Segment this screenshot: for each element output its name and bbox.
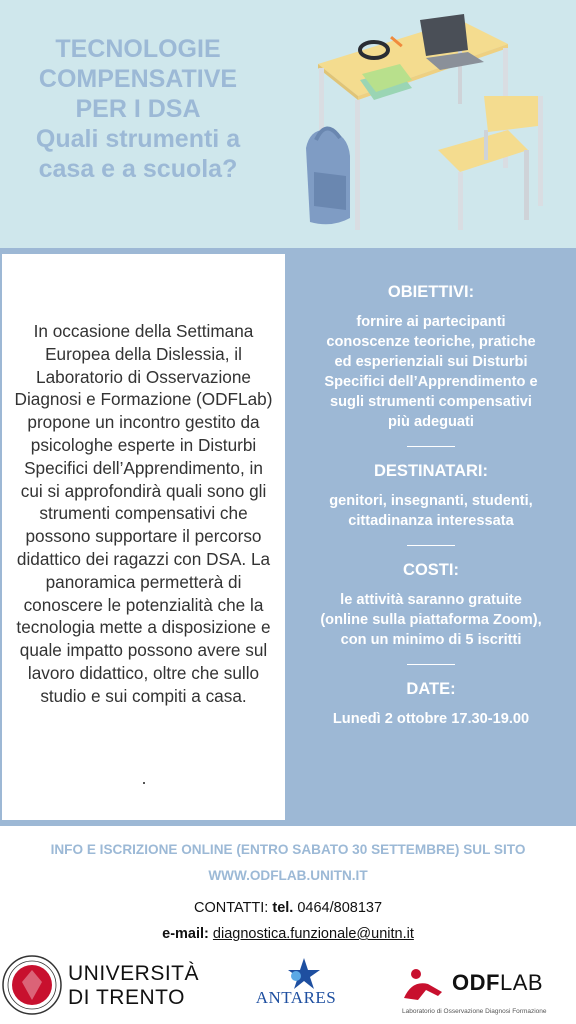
intro-text: In occasione della Settimana Europea della Dislessia, il Laboratorio di Osservazione Diagnosi e Formazione (ODFLab) propone un incontro gestito da psicologhe esperte in Disturbi Specifici dell’Apprendimento, in cui si approfondirà quali sono gli strumenti compensativi che possono supportare il percorso didattico dei ragazzi con DSA. La panoramica permetterà di conoscere le potenzialità che la tecnologia mette a disposizione e quale impatto possono avere sul lavoro didattico, oltre che sullo studio e sui compiti a casa. xyxy=(14,321,273,706)
event-title xyxy=(0,34,276,184)
audience-text: genitori, insegnanti, studenti, cittadinanza interessata xyxy=(329,493,533,529)
title-line-1: TECNOLOGIE xyxy=(55,35,221,63)
objectives-text: fornire ai partecipanti conoscenze teoriche, pratiche ed esperienziali sui Disturbi Specifici dell’Apprendimento e sugli strumenti compensativi più adeguati xyxy=(324,314,538,430)
contacts-label: CONTATTI: xyxy=(193,900,269,916)
separator xyxy=(407,664,455,665)
website-link[interactable]: WWW.ODFLAB.UNITN.IT xyxy=(208,868,368,883)
objectives-title: OBIETTIVI: xyxy=(387,283,475,301)
separator xyxy=(407,545,455,546)
hero-banner xyxy=(0,0,576,248)
separator xyxy=(407,446,455,447)
tel-label: tel. xyxy=(272,900,294,916)
info-line: INFO E ISCRIZIONE ONLINE (ENTRO SABATO 30 SETTEMBRE) SUL SITO xyxy=(50,842,526,857)
odflab-logo-text xyxy=(452,970,543,996)
unitn-line-1: UNIVERSITÀ xyxy=(68,962,200,985)
title-line-5: casa e a scuola? xyxy=(38,155,238,183)
tel-number: 0464/808137 xyxy=(297,900,383,916)
details-column xyxy=(290,282,572,729)
odf-bold: ODF xyxy=(452,970,500,995)
email-link[interactable]: diagnostica.funzionale@unitn.it xyxy=(212,926,414,942)
odf-light: LAB xyxy=(499,970,544,995)
unitn-logo-text xyxy=(68,962,199,1010)
costs-text: le attività saranno gratuite (online sulla piattaforma Zoom), con un minimo di 5 iscritti xyxy=(320,592,542,648)
title-line-3: PER I DSA xyxy=(75,95,201,123)
desk-illustration xyxy=(288,0,576,248)
audience-title: DESTINATARI: xyxy=(374,462,488,480)
odflab-subtitle: Laboratorio di Osservazione Diagnosi Formazione xyxy=(402,1008,547,1015)
antares-logo-text: ANTARES xyxy=(255,988,337,1007)
title-line-2: COMPENSATIVE xyxy=(38,65,238,93)
antares-star-icon xyxy=(244,954,348,1018)
contacts-line xyxy=(0,900,576,916)
email-label: e-mail: xyxy=(162,926,209,942)
email-line xyxy=(0,926,576,942)
dates-title: DATE: xyxy=(406,680,456,698)
costs-title: COSTI: xyxy=(403,561,459,579)
dot-mark xyxy=(143,782,145,784)
unitn-line-2: DI TRENTO xyxy=(68,986,185,1009)
dates-text: Lunedì 2 ottobre 17.30-19.00 xyxy=(332,711,530,727)
title-line-4: Quali strumenti a xyxy=(35,125,241,153)
